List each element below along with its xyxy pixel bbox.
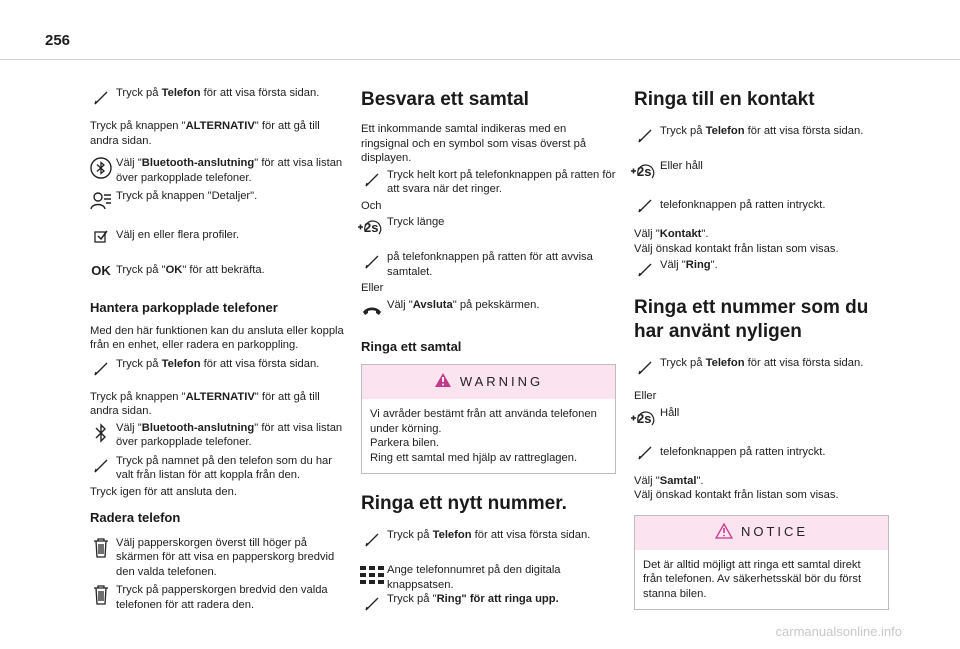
step-trash-1: Välj papperskorgen överst till höger på skärmen för att visa en papperskorg bredvid den valda telefonen. <box>90 534 345 580</box>
step-contact: Välj "Kontakt". <box>634 228 709 240</box>
pen-touch-icon <box>86 452 116 480</box>
step-calls: Välj "Samtal". <box>634 474 704 487</box>
step-telefon-5: Tryck på Telefon för att visa första sidan. <box>634 354 889 382</box>
pen-touch-icon <box>630 122 660 150</box>
pen-touch-icon <box>357 248 387 276</box>
step-short-press: Tryck helt kort på telefonknappen på ratten för att svara när det ringer. <box>361 166 616 197</box>
step-telefon-4: Tryck på Telefon för att visa första sidan. <box>634 122 889 150</box>
heading-new-number: Ringa ett nytt nummer. <box>361 493 567 514</box>
step-ring: Tryck på "Ring" för att ringa upp. <box>361 590 616 618</box>
watermark: carmanualsonline.info <box>775 624 902 639</box>
step-hold-2: 2s Håll <box>634 404 889 432</box>
pen-touch-icon <box>357 526 387 554</box>
notice-box <box>634 515 889 611</box>
notice-header: NOTICE <box>635 516 888 550</box>
header-rule <box>0 59 960 60</box>
warning-box <box>361 364 616 474</box>
step-choose-contact: Välj önskad kontakt från listan som visas. <box>634 242 839 255</box>
step-keypad: Ange telefonnumret på den digitala knappsatsen. <box>361 561 616 592</box>
pen-touch-icon <box>86 355 116 383</box>
notice-triangle-icon <box>715 523 733 543</box>
step-telefon: Tryck på Telefon för att visa första sidan. <box>90 84 345 112</box>
step-hold-wheel: telefonknappen på ratten intryckt. <box>634 192 889 220</box>
heading-call-contact: Ringa till en kontakt <box>634 89 815 110</box>
bluetooth-icon <box>86 419 116 447</box>
column-right <box>634 84 889 622</box>
warning-header: WARNING <box>362 365 615 399</box>
warning-triangle-icon <box>434 372 452 392</box>
svg-text:2s: 2s <box>637 164 652 179</box>
pen-touch-icon <box>630 439 660 467</box>
step-reconnect: Tryck igen för att ansluta den. <box>90 485 237 498</box>
heading-delete-phone: Radera telefon <box>90 510 181 525</box>
word-eller: Eller <box>361 282 384 294</box>
step-trash-2: Tryck på papperskorgen bredvid den valda telefonen för att radera den. <box>90 581 345 612</box>
long-press-2s-icon <box>630 157 660 185</box>
step-telefon-3: Tryck på Telefon för att visa första sidan. <box>361 526 616 554</box>
heading-make-call: Ringa ett samtal <box>361 338 462 354</box>
heading-recent-number: Ringa ett nummer som du har använt nyligen <box>634 297 869 342</box>
user-details-icon <box>86 187 116 215</box>
word-eller-2: Eller <box>634 390 657 402</box>
step-choose-contact-2: Välj önskad kontakt från listan som visas. <box>634 489 839 501</box>
trash-icon <box>86 534 116 562</box>
pen-touch-icon <box>630 256 660 284</box>
step-end-call: Välj "Avsluta" på pekskärmen. <box>361 296 616 324</box>
column-middle <box>361 84 616 625</box>
long-press-2s-icon <box>630 404 660 432</box>
step-long-press: 2s Tryck länge <box>361 213 616 241</box>
notice-body: Det är alltid möjligt att ringa ett samtal direkt från telefonen. Av säkerhetsskäl bör du först stanna bilen. <box>643 558 862 600</box>
step-details: Tryck på knappen "Detaljer". <box>90 187 345 215</box>
heading-manage-phones: Hantera parkopplade telefoner <box>90 300 278 315</box>
step-alternativ: Tryck på knappen "ALTERNATIV" för att gå till andra sidan. <box>90 120 320 147</box>
step-hold-wheel-2: telefonknappen på ratten intryckt. <box>634 439 889 467</box>
step-disconnect: Tryck på namnet på den telefon som du har valt från listan för att koppla från den. <box>90 452 345 483</box>
step-bluetooth: Välj "Bluetooth-anslutning" för att visa listan över parkopplade telefoner. <box>90 154 345 185</box>
bluetooth-circle-icon <box>86 154 116 182</box>
word-och: Och <box>361 199 382 212</box>
trash-icon <box>86 581 116 609</box>
step-reject: på telefonknappen på ratten för att avvisa samtalet. <box>361 248 616 279</box>
manage-intro: Med den här funktionen kan du ansluta eller koppla från en enhet, eller radera en parkoppling. <box>90 324 344 351</box>
checkbox-icon <box>86 222 116 250</box>
page-number: 256 <box>45 32 71 49</box>
pen-touch-icon <box>630 192 660 220</box>
pen-touch-icon <box>357 166 387 194</box>
hang-up-icon <box>357 296 387 324</box>
step-ring-2: Välj "Ring". <box>634 256 889 284</box>
pen-touch-icon <box>630 354 660 382</box>
warning-body: Vi avråder bestämt från att använda telefonen under körning. Parkera bilen. Ring ett samtal med hjälp av rattreglagen. <box>370 408 597 464</box>
column-left <box>90 84 345 614</box>
heading-answer-call: Besvara ett samtal <box>361 89 529 110</box>
step-ok: OK Tryck på "OK" för att bekräfta. <box>90 257 345 285</box>
keypad-icon <box>357 561 387 589</box>
long-press-2s-icon <box>357 213 387 241</box>
answer-intro: Ett inkommande samtal indikeras med en ringsignal och en symbol som visas överst på displayen. <box>361 123 587 164</box>
step-telefon-2: Tryck på Telefon för att visa första sidan. <box>90 355 345 383</box>
svg-text:2s: 2s <box>364 220 379 235</box>
ok-label-icon: OK <box>91 262 111 278</box>
pen-touch-icon <box>357 590 387 618</box>
step-alternativ-2: Tryck på knappen "ALTERNATIV" för att gå till andra sidan. <box>90 390 320 417</box>
step-hold: 2s Eller håll <box>634 157 889 185</box>
step-bluetooth-2: Välj "Bluetooth-anslutning" för att visa listan över parkopplade telefoner. <box>90 419 345 450</box>
svg-text:2s: 2s <box>637 410 652 426</box>
pen-touch-icon <box>86 84 116 112</box>
step-profiles: Välj en eller flera profiler. <box>90 222 345 250</box>
